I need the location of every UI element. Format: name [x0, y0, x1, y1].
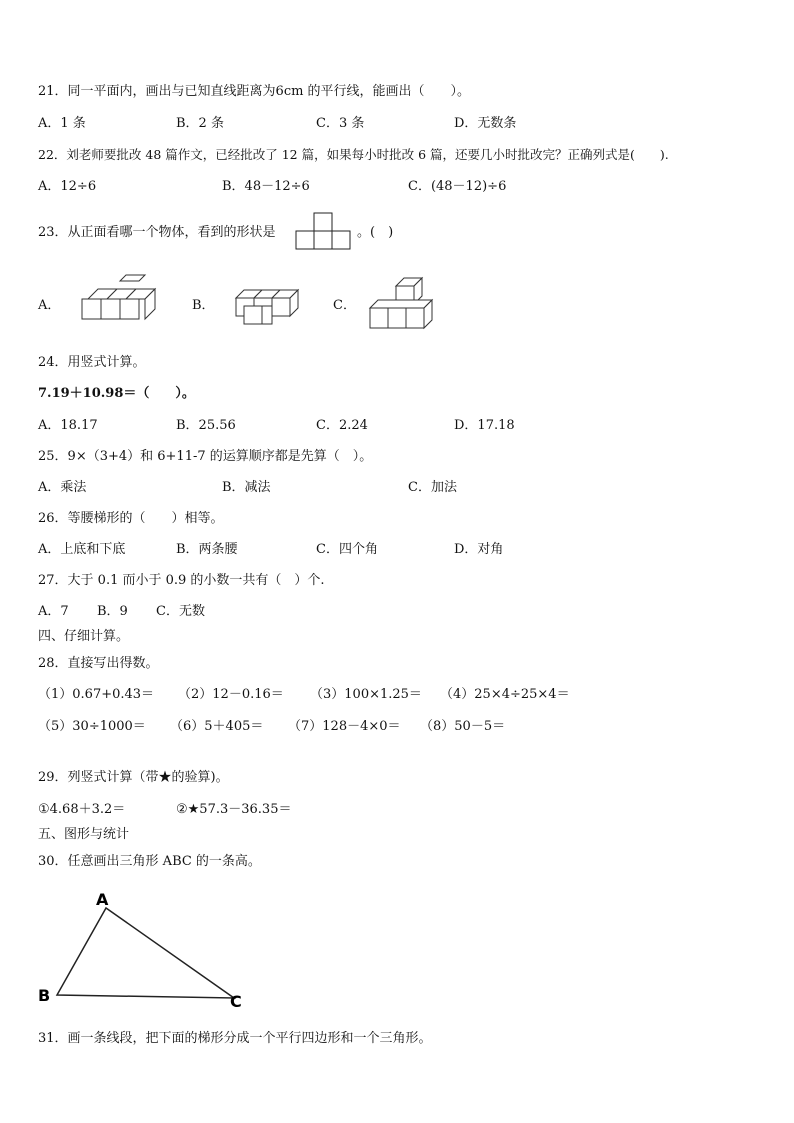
q28-item-6: （6）5＋405＝ — [170, 719, 264, 734]
q27-option-a[interactable]: A．7 — [38, 604, 69, 619]
q24-option-d[interactable]: D．17.18 — [454, 418, 515, 433]
vertex-label-a: A — [96, 890, 109, 909]
cube-stack-b-icon[interactable] — [230, 286, 300, 326]
q27-stem: 27．大于 0.1 而小于 0.9 的小数一共有（ ）个. — [38, 573, 325, 588]
q29-item-2: ②★57.3－36.35＝ — [176, 802, 292, 817]
q22-stem: 22．刘老师要批改 48 篇作文，已经批改了 12 篇，如果每小时批改 6 篇，还要几小时批改完？正确列式是( ). — [38, 147, 669, 162]
q27-option-b[interactable]: B．9 — [97, 604, 128, 619]
q28-item-2: （2）12－0.16＝ — [178, 687, 284, 702]
q28-item-7: （7）128－4×0＝ — [288, 719, 401, 734]
q23-option-c[interactable]: C． — [333, 298, 356, 313]
q26-stem: 26．等腰梯形的（ ）相等。 — [38, 511, 224, 526]
section-heading-4: 四、仔细计算。 — [38, 629, 130, 644]
q28-item-8: （8）50－5＝ — [420, 719, 506, 734]
q21-option-b[interactable]: B．2 条 — [176, 116, 224, 131]
q25-stem: 25．9×（3+4）和 6+11-7 的运算顺序都是先算（ ）。 — [38, 449, 373, 464]
triangle-abc-figure — [30, 885, 260, 1015]
q24-option-b[interactable]: B．25.56 — [176, 418, 236, 433]
q24-option-a[interactable]: A．18.17 — [38, 418, 98, 433]
q21-stem: 21．同一平面内，画出与已知直线距离为6cm 的平行线，能画出（ ）。 — [38, 84, 471, 99]
vertex-label-b: B — [38, 986, 51, 1005]
q24-stem: 24．用竖式计算。 — [38, 355, 146, 370]
q25-option-c[interactable]: C．加法 — [408, 480, 457, 495]
cube-stack-a-icon[interactable] — [80, 272, 162, 324]
q29-item-1: ①4.68＋3.2＝ — [38, 802, 126, 817]
q23-stem: 23．从正面看哪一个物体，看到的形状是 — [38, 225, 276, 240]
q23-option-b[interactable]: B． — [192, 298, 215, 313]
q30-stem: 30．任意画出三角形 ABC 的一条高。 — [38, 854, 261, 869]
section-heading-5: 五、图形与统计 — [38, 827, 130, 842]
q28-item-1: （1）0.67+0.43＝ — [38, 687, 155, 702]
q22-option-c[interactable]: C．(48－12)÷6 — [408, 179, 507, 194]
q29-stem: 29．列竖式计算（带★的验算)。 — [38, 770, 229, 785]
q25-option-b[interactable]: B．减法 — [222, 480, 271, 495]
q23-option-a[interactable]: A． — [38, 298, 61, 313]
q24-expression: 7.19＋10.98＝（ ）。 — [38, 386, 195, 401]
q25-option-a[interactable]: A．乘法 — [38, 480, 87, 495]
q31-stem: 31．画一条线段，把下面的梯形分成一个平行四边形和一个三角形。 — [38, 1031, 432, 1046]
q22-option-a[interactable]: A．12÷6 — [38, 179, 97, 194]
q26-option-c[interactable]: C．四个角 — [316, 542, 378, 557]
q26-option-a[interactable]: A．上底和下底 — [38, 542, 126, 557]
front-view-shape-icon — [296, 212, 356, 250]
q26-option-b[interactable]: B．两条腰 — [176, 542, 238, 557]
q28-item-5: （5）30÷1000＝ — [38, 719, 146, 734]
q28-item-3: （3）100×1.25＝ — [310, 687, 422, 702]
cube-stack-c-icon[interactable] — [368, 276, 438, 332]
q26-option-d[interactable]: D．对角 — [454, 542, 504, 557]
q22-option-b[interactable]: B．48－12÷6 — [222, 179, 310, 194]
q21-option-d[interactable]: D．无数条 — [454, 116, 517, 131]
vertex-label-c: C — [230, 992, 242, 1011]
q28-stem: 28．直接写出得数。 — [38, 656, 159, 671]
q21-option-c[interactable]: C．3 条 — [316, 116, 365, 131]
q27-option-c[interactable]: C．无数 — [156, 604, 205, 619]
q28-item-4: （4）25×4÷25×4＝ — [440, 687, 570, 702]
q23-stem-end: 。( ) — [357, 225, 394, 240]
q21-option-a[interactable]: A．1 条 — [38, 116, 86, 131]
q24-option-c[interactable]: C．2.24 — [316, 418, 368, 433]
